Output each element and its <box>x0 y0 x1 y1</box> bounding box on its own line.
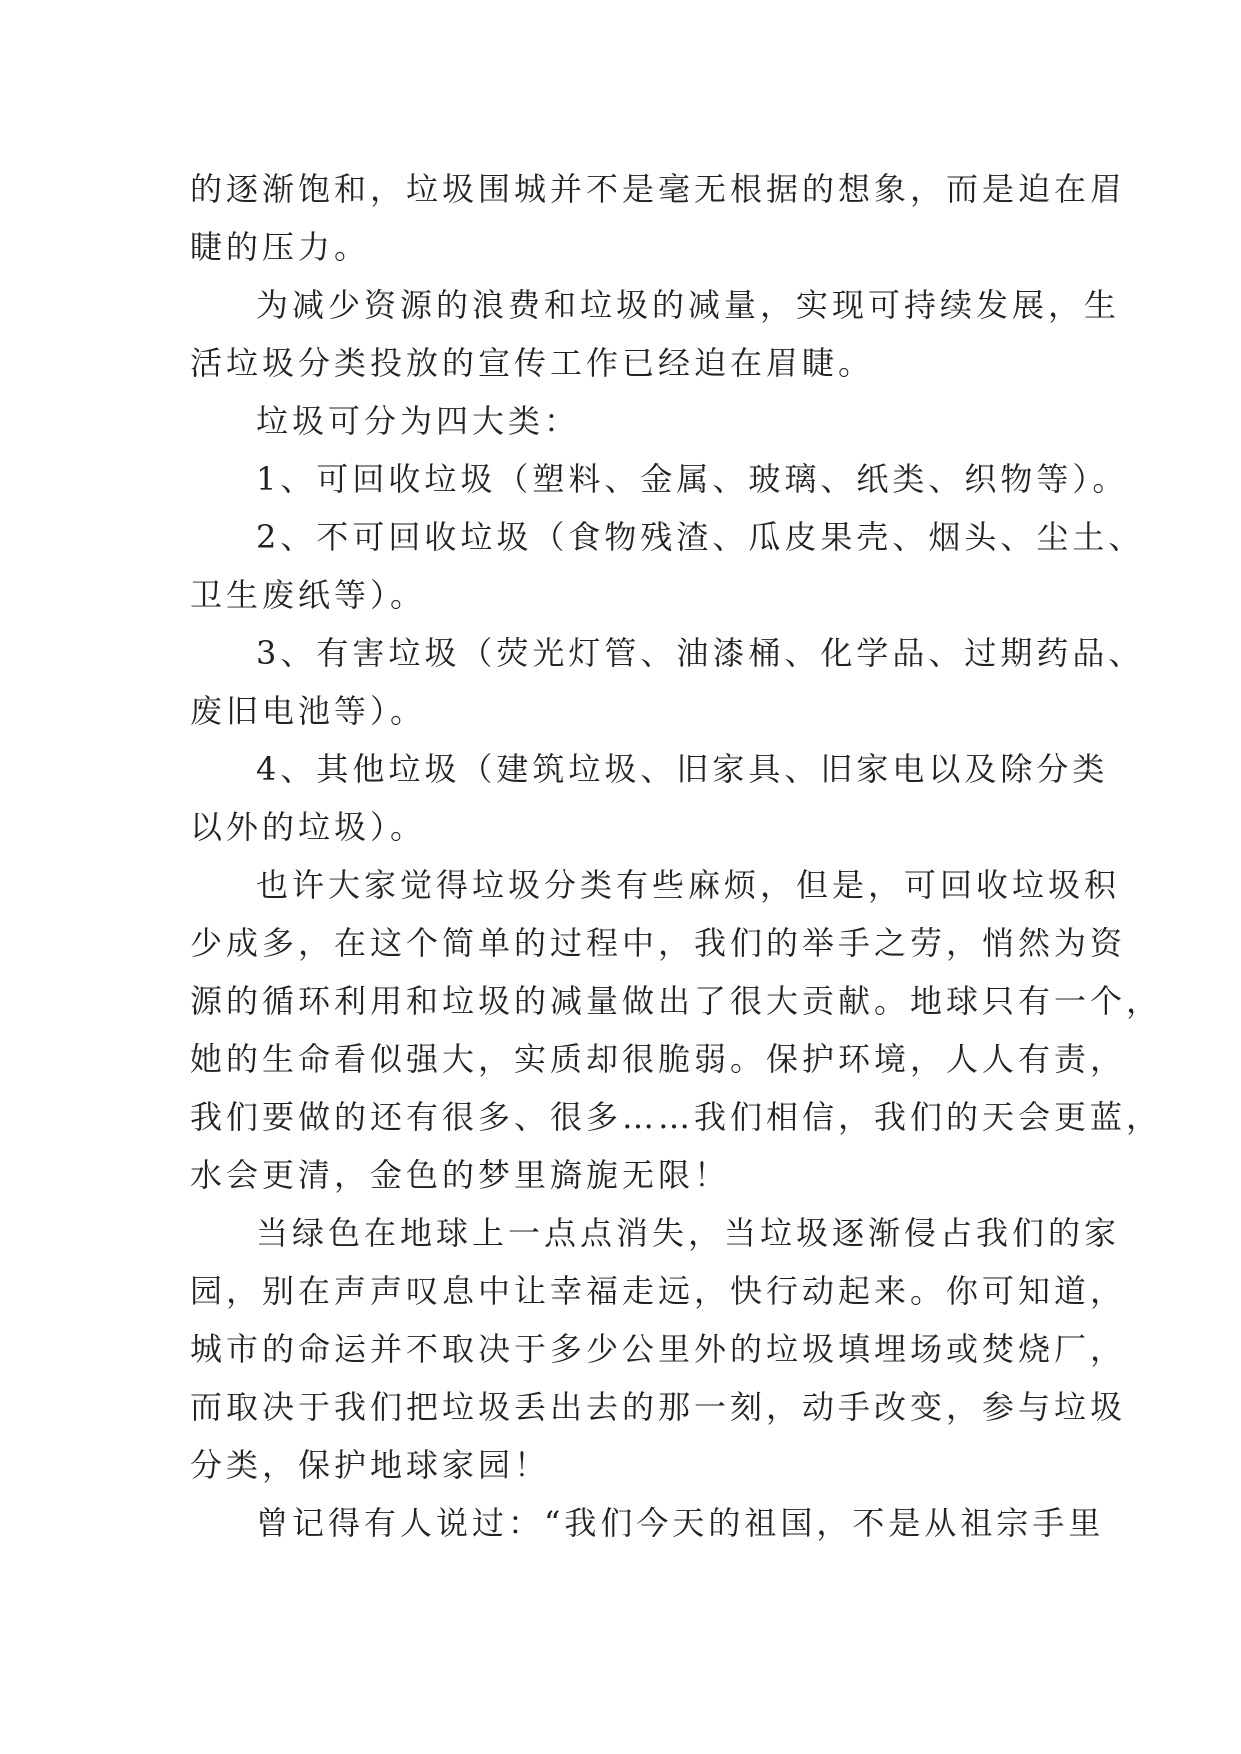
text-line: 垃圾可分为四大类： <box>256 402 581 440</box>
document-page <box>190 160 1163 1552</box>
text-line: 卫生废纸等）。 <box>190 576 427 614</box>
text-line: 也许大家觉得垃圾分类有些麻烦，但是，可回收垃圾积 <box>256 866 1121 904</box>
list-item-4: 4、其他垃圾（建筑垃圾、旧家具、旧家电以及除分类 <box>256 750 1109 788</box>
text-line: 睫的压力。 <box>190 228 371 266</box>
text-line: 废旧电池等）。 <box>190 692 427 730</box>
text-line: 曾记得有人说过：“我们今天的祖国，不是从祖宗手里 <box>256 1504 1105 1542</box>
text-line: 她的生命看似强大，实质却很脆弱。保护环境，人人有责， <box>190 1040 1127 1078</box>
text-line: 园，别在声声叹息中让幸福走远，快行动起来。你可知道， <box>190 1272 1127 1310</box>
list-item-2: 2、不可回收垃圾（食物残渣、瓜皮果壳、烟头、尘土、 <box>256 518 1145 556</box>
text-line: 活垃圾分类投放的宣传工作已经迫在眉睫。 <box>190 344 875 382</box>
text-line: 水会更清，金色的梦里旖旎无限！ <box>190 1156 731 1194</box>
text-line: 的逐渐饱和，垃圾围城并不是毫无根据的想象，而是迫在眉 <box>190 170 1127 208</box>
text-line: 为减少资源的浪费和垃圾的减量，实现可持续发展，生 <box>256 286 1121 324</box>
text-line: 而取决于我们把垃圾丢出去的那一刻，动手改变，参与垃圾 <box>190 1388 1127 1426</box>
text-line: 我们要做的还有很多、很多……我们相信，我们的天会更蓝， <box>190 1098 1163 1136</box>
text-line: 以外的垃圾）。 <box>190 808 427 846</box>
text-line: 当绿色在地球上一点点消失，当垃圾逐渐侵占我们的家 <box>256 1214 1121 1252</box>
text-line: 源的循环利用和垃圾的减量做出了很大贡献。地球只有一个， <box>190 982 1163 1020</box>
text-line: 分类，保护地球家园！ <box>190 1446 551 1484</box>
text-line: 城市的命运并不取决于多少公里外的垃圾填埋场或焚烧厂， <box>190 1330 1127 1368</box>
text-line: 少成多，在这个简单的过程中，我们的举手之劳，悄然为资 <box>190 924 1127 962</box>
list-item-1: 1、可回收垃圾（塑料、金属、玻璃、纸类、织物等）。 <box>256 460 1129 498</box>
list-item-3: 3、有害垃圾（荧光灯管、油漆桶、化学品、过期药品、 <box>256 634 1145 672</box>
